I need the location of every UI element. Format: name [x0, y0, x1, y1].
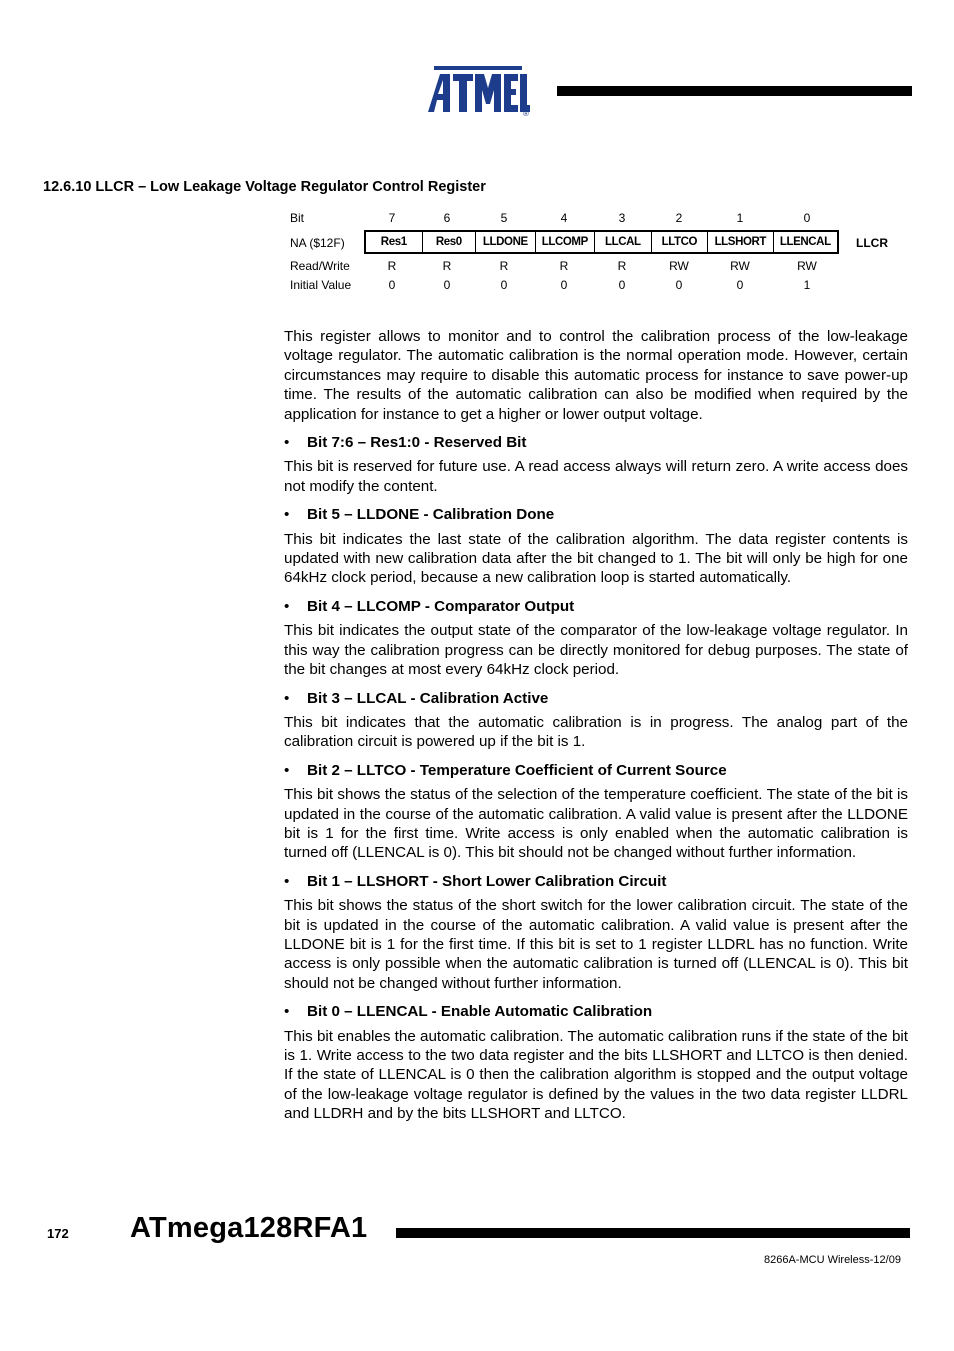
bullet-heading-text: Bit 4 – LLCOMP - Comparator Output	[307, 597, 575, 615]
bullet-icon: •	[284, 506, 290, 524]
bullet-heading	[284, 505, 908, 524]
header-rule	[557, 86, 912, 96]
bullet-heading	[284, 689, 908, 708]
init-value: 0	[675, 278, 683, 292]
read-write-label: Read/Write	[290, 259, 350, 273]
bullet-heading	[284, 433, 908, 452]
bullet-icon: •	[284, 434, 290, 452]
bullet-heading-text: Bit 3 – LLCAL - Calibration Active	[307, 689, 549, 707]
rw-value: R	[559, 259, 569, 273]
bullet-heading-text: Bit 5 – LLDONE - Calibration Done	[307, 506, 555, 524]
field-lltco: LLTCO	[651, 232, 708, 252]
product-title: ATmega128RFA1	[130, 1212, 368, 1244]
bullet-icon: •	[284, 597, 290, 615]
bullet-paragraph: This bit shows the status of the selection of the temperature coefficient. The state of the bit is updated in the course of the automatic calibration. A valid value is present after the LLDONE bit is 1 for the first time. Write access is only enabled when the automatic calibration is turned off (LLENCAL is 0). This bit should not be changed without further information.	[284, 786, 908, 862]
bit-number: 0	[803, 211, 811, 225]
bit-row-label: Bit	[290, 211, 305, 225]
registered-mark: ®	[523, 109, 529, 116]
register-name: LLCR	[856, 236, 888, 250]
init-value: 0	[736, 278, 744, 292]
bullet-icon: •	[284, 761, 290, 779]
bullet-heading-text: Bit 1 – LLSHORT - Short Lower Calibration Circuit	[307, 872, 667, 890]
bullet-paragraph: This bit indicates the last state of the calibration algorithm. The data register contents is updated with new calibration data after the bit changed to 1. The bit will only be high for one 64kHz clock period, because a new calibration loop is started automatically.	[284, 530, 908, 587]
bullet-icon: •	[284, 689, 290, 707]
field-lldone: LLDONE	[475, 232, 535, 252]
bullet-heading	[284, 1002, 908, 1021]
bullet-paragraph: This bit is reserved for future use. A read access always will return zero. A write access does not modify the content.	[284, 458, 908, 495]
bullet-icon: •	[284, 1003, 290, 1021]
bullet-paragraph: This bit indicates the output state of the comparator of the low-leakage voltage regulator. In this way the calibration progress can be directly monitored for debug purposes. The state of the bit changes at most every 64kHz clock period.	[284, 622, 908, 679]
register-fields	[364, 230, 839, 254]
page-number: 172	[47, 1226, 69, 1241]
field-llcal: LLCAL	[594, 232, 651, 252]
bullet-heading-text: Bit 7:6 – Res1:0 - Reserved Bit	[307, 434, 527, 452]
rw-value: RW	[797, 259, 817, 273]
field-llencal: LLENCAL	[773, 232, 837, 252]
bit-number: 1	[736, 211, 744, 225]
bullet-heading	[284, 872, 908, 891]
rw-value: RW	[730, 259, 750, 273]
bullet-heading-text: Bit 2 – LLTCO - Temperature Coefficient of Current Source	[307, 761, 727, 779]
field-llshort: LLSHORT	[707, 232, 772, 252]
bullet-paragraph: This bit enables the automatic calibration. The automatic calibration runs if the state of the bit is 1. Write access to the two data register and the bits LLSHORT and LLTCO is then denied. If the state of LLENCAL is 0 then the calibration algorithm is stopped and the output voltage of the low-leakage voltage regulator is defined by the values in the two data register LLDRL and LLDRH and by the bits LLSHORT and LLTCO.	[284, 1027, 908, 1123]
section-title: 12.6.10 LLCR – Low Leakage Voltage Regulator Control Register	[43, 179, 486, 195]
init-value: 0	[618, 278, 626, 292]
bullet-heading-text: Bit 0 – LLENCAL - Enable Automatic Calibration	[307, 1003, 653, 1021]
init-value: 0	[443, 278, 451, 292]
init-value: 1	[803, 278, 811, 292]
rw-value: R	[617, 259, 627, 273]
field-llcomp: LLCOMP	[535, 232, 595, 252]
rw-value: RW	[669, 259, 689, 273]
rw-value: R	[387, 259, 397, 273]
bit-number: 2	[675, 211, 683, 225]
atmel-logo	[426, 66, 530, 116]
field-res0: Res0	[422, 232, 476, 252]
bullet-icon: •	[284, 872, 290, 890]
bit-number: 7	[388, 211, 396, 225]
initial-value-label: Initial Value	[290, 278, 352, 292]
bit-number: 5	[500, 211, 508, 225]
init-value: 0	[560, 278, 568, 292]
field-res1: Res1	[380, 236, 407, 248]
document-id: 8266A-MCU Wireless-12/09	[764, 1254, 901, 1266]
bit-number: 3	[618, 211, 626, 225]
register-description	[284, 327, 908, 1124]
init-value: 0	[500, 278, 508, 292]
footer-rule	[396, 1228, 910, 1238]
rw-value: R	[442, 259, 452, 273]
bullet-paragraph: This bit indicates that the automatic calibration is in progress. The analog part of the calibration circuit is powered up if the bit is 1.	[284, 713, 908, 751]
bullet-paragraph: This bit shows the status of the short switch for the lower calibration circuit. The state of the bit is updated in the course of the automatic calibration. A valid value is present after the LLDONE bit is 1 for the first time. If this bit is set to 1 register LLDRL has no function. Write access is only possible when the automatic calibration is turned off (LLENCAL is 0). This bit should not be changed without further information.	[284, 897, 908, 992]
bullet-heading	[284, 597, 908, 616]
bit-number: 4	[560, 211, 568, 225]
bit-number: 6	[443, 211, 451, 225]
rw-value: R	[499, 259, 509, 273]
bullet-heading	[284, 761, 908, 780]
init-value: 0	[388, 278, 396, 292]
intro-paragraph: This register allows to monitor and to control the calibration process of the low-leakage voltage regulator. The automatic calibration is the normal operation mode. However, certain circumstances may require to disable this automatic process for instance to save power-up time. The results of the automatic calibration can also be modified when required by the application for instance to get a higher or lower output voltage.	[284, 328, 908, 423]
address-label: NA ($12F)	[290, 236, 345, 250]
